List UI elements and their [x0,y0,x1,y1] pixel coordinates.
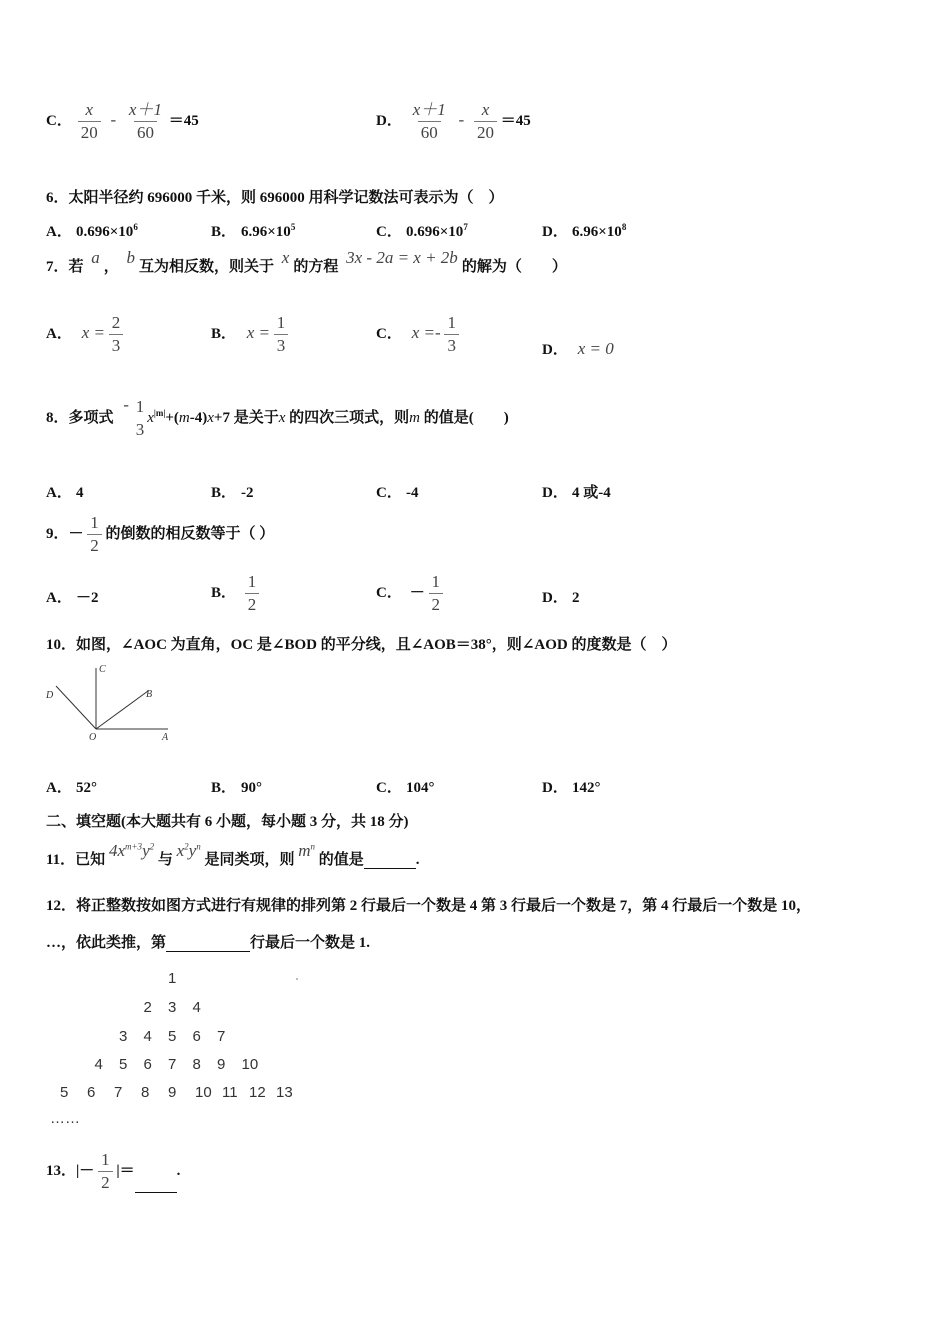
exponent: 7 [463,222,468,232]
stem-text: 的值是 [318,852,364,868]
stem-text: ， [103,259,119,275]
stem-text: 的倒数的相反数等于（ ） [105,525,275,542]
exponent: |m| [153,407,166,418]
option-label: C． [376,224,402,240]
numerator: x＋1 [128,100,162,119]
option-lhs: x = [246,322,271,342]
stem-text: . [415,852,420,868]
triangle-number: 13 [276,1084,293,1101]
q9-option-c [376,572,443,615]
triangle-number: 2 [143,999,152,1016]
answer-blank[interactable] [166,935,250,952]
q6-option-b [211,220,295,241]
stem-text: 8．多项式 [46,409,114,426]
numerator: x [85,100,94,119]
q7-option-d [542,338,614,359]
option-value: 4 或-4 [572,485,611,501]
numerator: 1 [276,313,286,332]
q8-option-b [211,481,254,502]
denominator: 2 [87,534,102,556]
fraction [444,313,459,356]
var: x [278,409,286,426]
stem-text: 的四次三项式，则 [285,409,410,426]
option-value: 2 [572,590,580,606]
q8-stem [46,394,509,440]
option-value: 104° [406,780,435,796]
stem-text: …，依此类推，第 [46,935,167,951]
q6-option-a [46,220,138,241]
option-value: －2 [76,590,99,606]
option-label: A． [46,325,72,342]
term-2: $x^2y^n$ [176,841,201,860]
stem-text: . [176,1162,181,1179]
var: x [147,409,154,426]
denominator: 3 [444,334,459,356]
option-value: 90° [241,780,262,796]
denominator: 2 [245,593,260,615]
denominator: 3 [133,418,148,440]
option-label: D． [542,780,568,796]
option-label: B． [211,325,237,342]
q9-option-a [46,586,99,607]
option-lhs: x =- [411,322,441,342]
option-value: 0.696×10 [406,224,464,240]
option-label: C． [376,325,402,342]
option-label: B． [211,224,237,240]
fraction [126,100,165,143]
triangle-number: 4 [143,1028,152,1045]
option-value: -4 [406,485,419,501]
fraction [245,572,260,615]
q7-option-c [376,313,459,356]
q10-option-c [376,776,435,797]
minus-sign: - [110,109,117,129]
triangle-number: 8 [192,1056,201,1073]
q11-stem [46,841,420,869]
denominator: 60 [418,121,441,143]
denominator: 2 [98,1171,113,1193]
option-label: A． [46,780,72,796]
option-value: 142° [572,780,601,796]
stem-text: -4) [189,409,208,426]
var: m [178,409,190,426]
stem-text: |＝ [116,1162,135,1179]
exponent: 6 [133,222,138,232]
numerator: x [481,100,490,119]
option-label: D． [376,112,402,129]
numerator: 1 [447,313,456,332]
q10-stem: 10．如图，∠AOC 为直角，OC 是∠BOD 的平分线，且∠AOB＝38°，则∠AOD 的度数是（ ） [46,637,677,653]
exponent: 5 [290,222,296,232]
q7-option-b [211,313,288,356]
term-3: $m^n$ [298,841,316,860]
equals-value: ＝45 [168,112,199,129]
stem-text: 13．|－ [46,1162,95,1179]
option-label: B． [211,780,237,796]
triangle-number: 4 [94,1056,103,1073]
q8-option-a [46,481,84,502]
q13-stem [46,1150,180,1193]
option-label: C． [46,112,72,129]
stem-text: 9．－ [46,525,84,542]
variable-b: b [126,248,136,267]
triangle-number: 9 [217,1056,226,1073]
stem-text: 的值是( ) [419,409,509,426]
numerator: 1 [101,1150,110,1169]
stem-text: +( [165,409,179,426]
option-value: 6.96×10 [572,224,622,240]
triangle-number: 5 [168,1028,177,1045]
variable-x: x [281,248,290,267]
stem-text: 7．若 [46,259,84,275]
answer-blank[interactable] [364,852,416,869]
fraction [98,1150,113,1193]
option-label: C． [376,780,402,796]
answer-blank[interactable] [135,1176,177,1193]
fraction [474,100,497,143]
label-c: C [99,664,106,675]
triangle-number: 1 [168,970,177,987]
numerator: 1 [247,572,257,591]
option-label: B． [211,485,237,501]
option-label: C． [376,584,402,601]
q8-option-d [542,481,611,502]
denominator: 3 [109,334,124,356]
q8-option-c [376,481,419,502]
triangle-number: 12 [249,1084,266,1101]
q7-option-a [46,313,123,356]
option-label: B． [211,584,237,601]
triangle-number: 11 [222,1084,238,1101]
ray-ob [96,691,148,729]
denominator: 3 [274,334,289,356]
fraction [274,313,289,356]
q10-option-b [211,776,262,797]
fraction [410,100,449,143]
minus-sign: － [409,584,425,601]
option-expr: x = 0 [577,339,614,358]
triangle-number: 9 [168,1084,177,1101]
stem-text: 11．已知 [46,852,106,868]
option-label: A． [46,485,72,501]
q6-option-c [376,220,468,241]
variable-a: a [91,248,100,267]
q5-option-d [376,100,531,143]
q10-option-d [542,776,601,797]
option-value: 4 [76,485,84,501]
triangle-number: 10 [241,1056,259,1073]
triangle-number: 4 [192,999,201,1016]
q6-stem: 6．太阳半径约 696000 千米，则 696000 用科学记数法可表示为（ ） [46,190,504,206]
stem-text: 互为相反数，则关于 [139,259,275,275]
option-label: D． [542,224,568,240]
label-a: A [162,732,169,743]
section-heading: 二、填空题(本大题共有 6 小题，每小题 3 分，共 18 分) [46,814,409,830]
exponent: 8 [621,222,627,232]
option-label: D． [542,590,568,606]
denominator: 20 [474,121,497,143]
triangle-number: 3 [168,999,177,1016]
triangle-number: 5 [60,1084,69,1101]
option-label: A． [46,590,72,606]
option-lhs: x = [81,322,106,342]
stem-text: +7 是关于 [213,409,279,426]
var: m [409,409,420,426]
ellipsis: …… [50,1110,80,1127]
option-label: A． [46,224,72,240]
minus-sign: - [123,394,129,414]
option-label: D． [542,485,568,501]
option-label: C． [376,485,402,501]
triangle-number: 6 [192,1028,201,1045]
triangle-number: 6 [87,1084,96,1101]
option-value: 0.696×10 [76,224,134,240]
label-o: O [89,732,97,743]
numerator: 1 [90,513,99,532]
q5-option-c [46,100,199,143]
q9-option-d [542,586,580,607]
stem-text: 与 [157,852,173,868]
var: x [207,409,214,426]
ray-od [56,686,96,729]
fraction [133,397,148,440]
triangle-number: 3 [119,1028,128,1045]
q12-line-1: 12．将正整数按如图方式进行有规律的排列第 2 行最后一个数是 4 第 3 行最后一个数是 7，第 4 行最后一个数是 10， [46,898,812,914]
q12-line-2 [46,931,370,952]
option-label: D． [542,342,568,358]
option-value: -2 [241,485,254,501]
q10-option-a [46,776,97,797]
triangle-number: 10 [195,1084,212,1101]
triangle-number: 7 [168,1056,177,1073]
label-d: D [46,690,54,701]
q7-stem [46,248,567,276]
triangle-number: 8 [141,1084,150,1101]
option-value: 6.96×10 [241,224,291,240]
stem-text: 行最后一个数是 1. [250,935,371,951]
triangle-number: 5 [119,1056,128,1073]
minus-sign: - [458,109,465,129]
numerator: 1 [135,397,145,416]
fraction [429,572,444,615]
triangle-number: 6 [143,1056,152,1073]
term-1: $4x^{m+3}y^2$ [108,841,155,860]
option-value: 52° [76,780,97,796]
numerator: 1 [431,572,441,591]
stem-text: 的方程 [293,259,339,275]
fraction [78,100,101,143]
q6-option-d [542,220,626,241]
q9-stem [46,513,274,556]
stem-text: 是同类项，则 [204,852,295,868]
numerator: 2 [111,313,121,332]
fraction [87,513,102,556]
scan-speck [296,978,298,980]
denominator: 20 [78,121,101,143]
triangle-number: 7 [114,1084,123,1101]
label-b: B [146,689,153,700]
denominator: 60 [134,121,157,143]
equation: 3x - 2a = x + 2b [346,248,458,267]
q9-option-b [211,572,259,615]
numerator: x＋1 [412,100,446,119]
stem-text: 的解为（ ） [461,259,567,275]
denominator: 2 [429,593,444,615]
angle-figure [40,660,180,745]
fraction [109,313,124,356]
equals-value: ＝45 [500,112,531,129]
triangle-number: 7 [217,1028,226,1045]
